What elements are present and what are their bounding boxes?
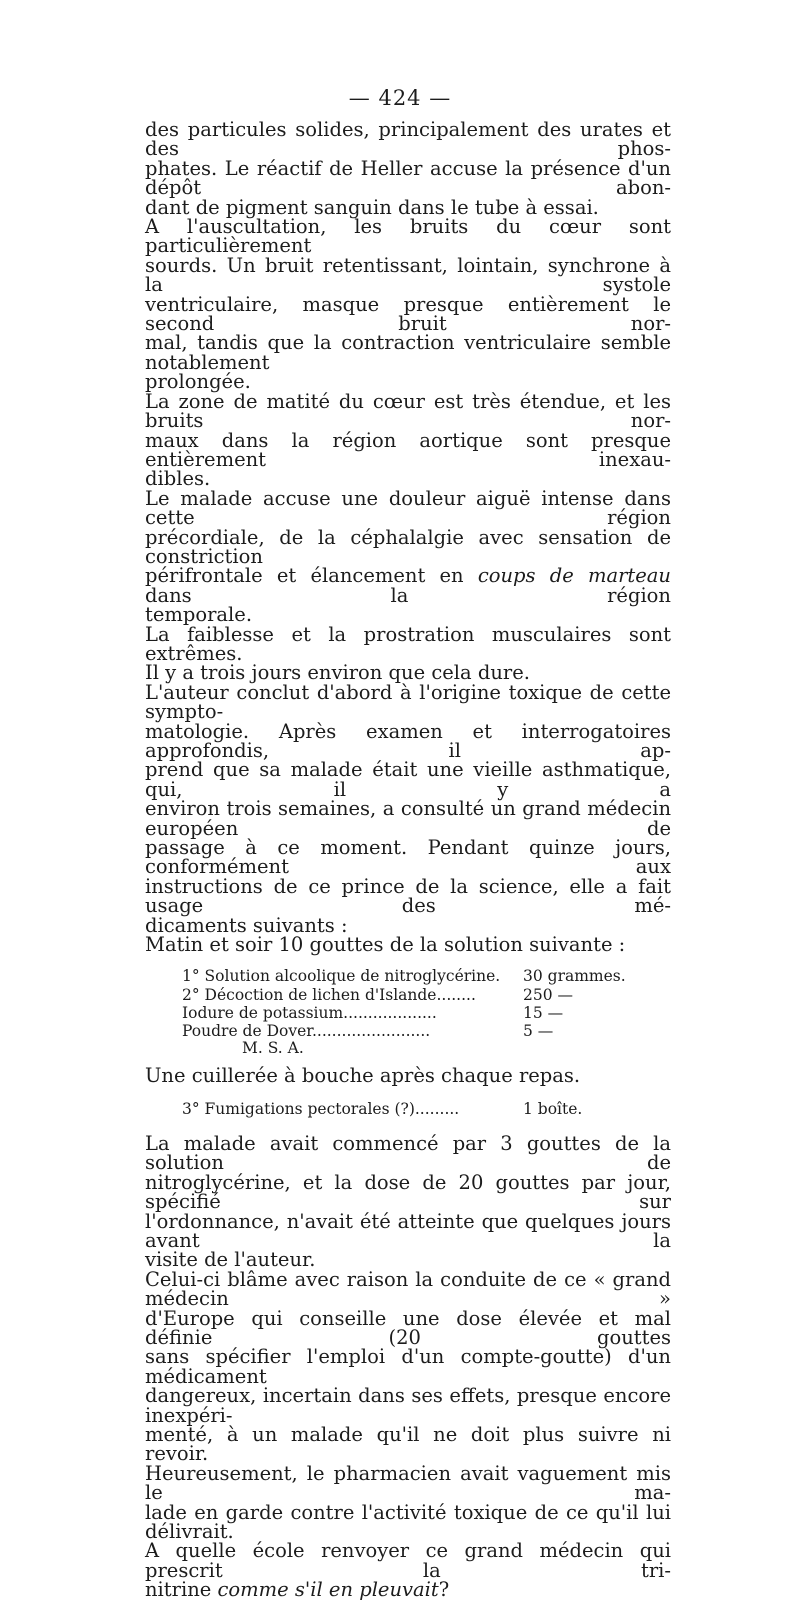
paragraph-pharmacist bbox=[145, 1461, 671, 1543]
text-line: matologie. Après examen et interrogatoires approfondis, il ap- bbox=[145, 719, 671, 762]
paragraph-duration bbox=[145, 661, 671, 685]
prescription-list bbox=[145, 968, 671, 1062]
text-line: ventriculaire, masque presque entièrement le second bruit nor- bbox=[145, 292, 671, 336]
text-line: La zone de matité du cœur est très étendue, et les bruits nor- bbox=[145, 389, 671, 433]
text-line: des particules solides, principalement des urates et des phos- bbox=[145, 118, 671, 161]
text-line: dicaments suivants : bbox=[145, 913, 348, 937]
text-fragment: périfrontale et élancement en bbox=[145, 564, 478, 588]
prescription-item-name: 1° Solution alcoolique de nitroglycérine. bbox=[182, 967, 501, 986]
paragraph-dosage bbox=[145, 933, 671, 957]
text-line: A quelle école renvoyer ce grand médecin qui prescrit la tri- bbox=[145, 1539, 671, 1582]
prescription-item-name: 2° Décoction de lichen d'Islande........ bbox=[182, 986, 476, 1005]
text-line: prend que sa malade était une vieille asthmatique, qui, il y a bbox=[145, 758, 671, 801]
paragraph-author-conclusion bbox=[145, 680, 671, 937]
text-line: Heureusement, le pharmacien avait vaguement mis le ma- bbox=[145, 1461, 671, 1505]
text-line: phates. Le réactif de Heller accuse la présence d'un dépôt abon- bbox=[145, 156, 671, 200]
prescription-item bbox=[145, 1005, 671, 1023]
prescription-item-quantity: 30 grammes. bbox=[523, 967, 626, 986]
text-fragment: dans la région bbox=[145, 583, 671, 607]
text-line: passage à ce moment. Pendant quinze jours, conformément aux bbox=[145, 836, 671, 879]
signa-text: M. S. A. bbox=[242, 1039, 304, 1058]
text-line: L'auteur conclut d'abord à l'origine toxique de cette sympto- bbox=[145, 680, 671, 724]
text-line: Il y a trois jours environ que cela dure. bbox=[145, 661, 530, 685]
text-line: dibles. bbox=[145, 467, 211, 491]
text-line: temporale. bbox=[145, 603, 253, 627]
text-line: maux dans la région aortique sont presque entièrement inexau- bbox=[145, 428, 671, 471]
text-line: Le malade accuse une douleur aiguë intense dans cette région bbox=[145, 486, 671, 530]
text-line bbox=[145, 1580, 671, 1599]
text-line: dangereux, incertain dans ses effets, presque encore inexpéri- bbox=[145, 1384, 671, 1427]
text-line: Matin et soir 10 gouttes de la solution suivante : bbox=[145, 933, 626, 957]
prescription-item-quantity: 15 — bbox=[523, 1004, 564, 1023]
text-line: sans spécifier l'emploi d'un compte-goutte) d'un médicament bbox=[145, 1345, 671, 1388]
text-line: sourds. Un bruit retentissant, lointain, synchrone à la systole bbox=[145, 253, 671, 297]
text-line: précordiale, de la céphalalgie avec sensation de constriction bbox=[145, 525, 671, 568]
text-line bbox=[145, 566, 671, 605]
text-line: l'ordonnance, n'avait été atteinte que quelques jours avant la bbox=[145, 1209, 671, 1252]
text-line: prolongée. bbox=[145, 370, 251, 394]
prescription-signa bbox=[145, 1040, 671, 1058]
text-line: Celui-ci blâme avec raison la conduite de ce « grand médecin » bbox=[145, 1267, 671, 1311]
paragraph-auscultation bbox=[145, 217, 671, 392]
text-line: visite de l'auteur. bbox=[145, 1248, 316, 1272]
prescription-item bbox=[145, 968, 671, 986]
prescription-item bbox=[145, 987, 671, 1005]
text-line: instructions de ce prince de la science, elle a fait usage des mé- bbox=[145, 874, 671, 918]
paragraph-criticism bbox=[145, 1267, 671, 1466]
prescription-item bbox=[145, 1023, 671, 1041]
text-fragment: ? bbox=[438, 1578, 450, 1601]
text-line: A l'auscultation, les bruits du cœur sont particulièrement bbox=[145, 215, 671, 258]
text-line: environ trois semaines, a consulté un grand médecin européen de bbox=[145, 797, 671, 840]
italic-phrase: coups de marteau bbox=[477, 564, 671, 588]
text-line: La malade avait commencé par 3 gouttes de la solution de bbox=[145, 1131, 671, 1175]
body-text bbox=[145, 120, 671, 1600]
paragraph-pain bbox=[145, 486, 671, 627]
text-line: lade en garde contre l'activité toxique de ce qu'il lui délivrait. bbox=[145, 1500, 671, 1543]
text-line: menté, à un malade qu'il ne doit plus suivre ni revoir. bbox=[145, 1422, 671, 1466]
text-line: d'Europe qui conseille une dose élevée et mal définie (20 gouttes bbox=[145, 1306, 671, 1349]
italic-phrase: comme s'il en pleuvait bbox=[217, 1578, 439, 1601]
text-line: Une cuillerée à bouche après chaque repas. bbox=[145, 1064, 581, 1088]
paragraph-dose-progression bbox=[145, 1131, 671, 1272]
prescription-item-quantity: 1 boîte. bbox=[523, 1099, 583, 1118]
paragraph-instructions bbox=[145, 1064, 671, 1088]
text-fragment: nitrine bbox=[145, 1578, 218, 1601]
prescription-item-quantity: 5 — bbox=[523, 1022, 554, 1041]
paragraph-cardiac-dullness bbox=[145, 389, 671, 491]
prescription-item-name: 3° Fumigations pectorales (?)......... bbox=[182, 1099, 460, 1118]
text-line: dant de pigment sanguin dans le tube à essai. bbox=[145, 195, 599, 219]
text-line: mal, tandis que la contraction ventriculaire semble notablement bbox=[145, 331, 671, 374]
prescription-item-quantity: 250 — bbox=[523, 986, 574, 1005]
paragraph-urine-analysis bbox=[145, 120, 671, 217]
text-line: nitroglycérine, et la dose de 20 gouttes par jour, spécifié sur bbox=[145, 1170, 671, 1214]
text-line: La faiblesse et la prostration musculaires sont extrêmes. bbox=[145, 622, 671, 665]
prescription-fumigation bbox=[145, 1098, 671, 1120]
paragraph-closing-question bbox=[145, 1541, 671, 1599]
paragraph-weakness bbox=[145, 622, 671, 665]
prescription-item-name: Poudre de Dover........................ bbox=[182, 1022, 431, 1041]
prescription-item-name: Iodure de potassium................... bbox=[182, 1004, 437, 1023]
page-number: — 424 — bbox=[348, 86, 452, 110]
